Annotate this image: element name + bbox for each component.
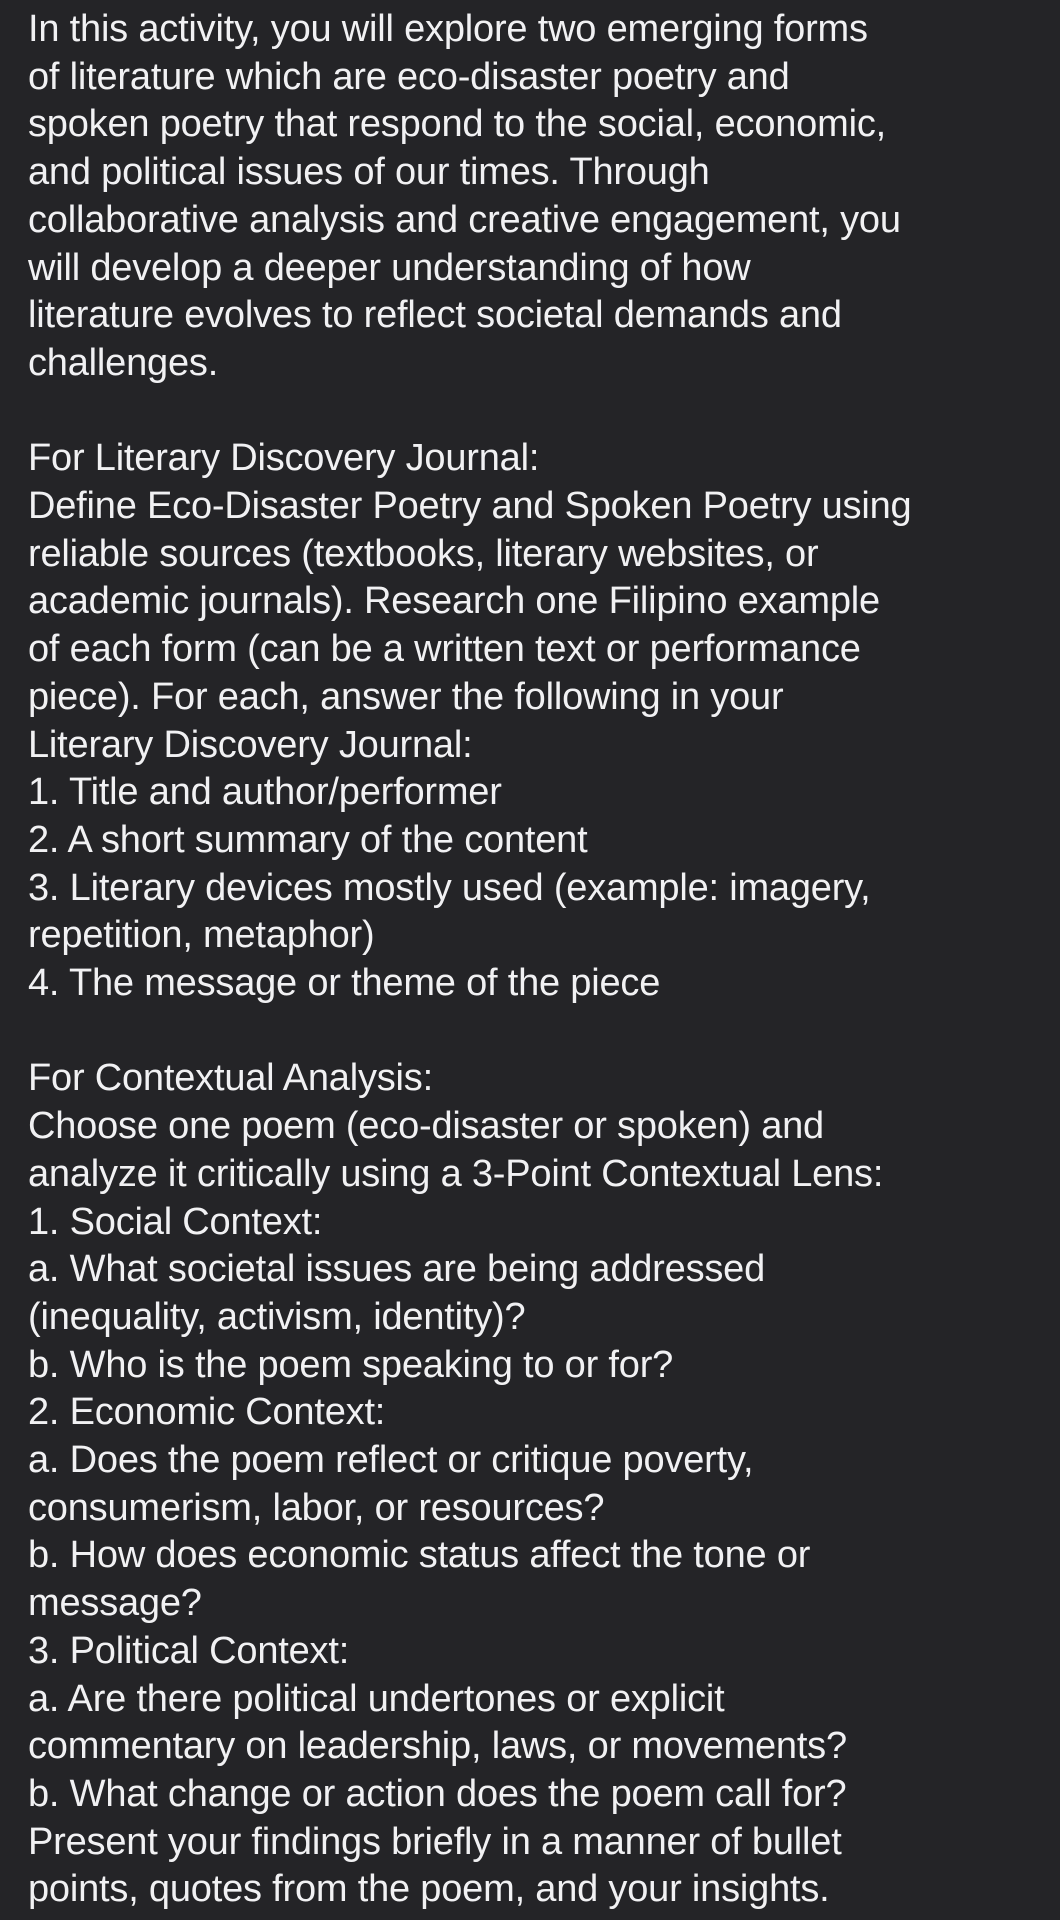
list-item: 3. Literary devices mostly used (example: imagery,	[28, 866, 871, 909]
list-item: b. What change or action does the poem call for?	[28, 1772, 847, 1815]
list-item: 1. Title and author/performer	[28, 771, 502, 814]
list-item: 4. The message or theme of the piece	[28, 962, 661, 1005]
activity-text	[28, 6, 1038, 1914]
contextual-section	[28, 1055, 1038, 1914]
text-line: Literary Discovery Journal:	[28, 723, 473, 766]
list-item: message?	[28, 1582, 202, 1625]
list-item: repetition, metaphor)	[28, 914, 375, 957]
list-item: 2. A short summary of the content	[28, 818, 588, 861]
list-item: (inequality, activism, identity)?	[28, 1295, 526, 1338]
list-item: commentary on leadership, laws, or movements?	[28, 1725, 847, 1768]
list-item: a. Are there political undertones or explicit	[28, 1677, 725, 1720]
text-line: literature evolves to reflect societal demands and	[28, 294, 842, 337]
list-item: a. What societal issues are being addressed	[28, 1248, 766, 1291]
text-line: academic journals). Research one Filipino example	[28, 580, 880, 623]
journal-section	[28, 435, 1038, 1007]
text-line: spoken poetry that respond to the social, economic,	[28, 103, 886, 146]
intro-paragraph	[28, 6, 1038, 388]
list-item: consumerism, labor, or resources?	[28, 1486, 605, 1529]
text-line: points, quotes from the poem, and your insights.	[28, 1868, 830, 1911]
text-line: of each form (can be a written text or performance	[28, 628, 861, 671]
section-heading: For Literary Discovery Journal:	[28, 437, 540, 480]
text-line: Define Eco-Disaster Poetry and Spoken Poetry using	[28, 485, 912, 528]
text-line: collaborative analysis and creative engagement, you	[28, 198, 901, 241]
text-line: piece). For each, answer the following in your	[28, 675, 784, 718]
text-line: analyze it critically using a 3-Point Contextual Lens:	[28, 1152, 884, 1195]
text-line: reliable sources (textbooks, literary websites, or	[28, 532, 819, 575]
paragraph-gap	[28, 1008, 1038, 1056]
list-item: b. Who is the poem speaking to or for?	[28, 1343, 674, 1386]
list-item: 2. Economic Context:	[28, 1391, 386, 1434]
text-line: challenges.	[28, 341, 219, 384]
list-item: a. Does the poem reflect or critique poverty,	[28, 1439, 754, 1482]
text-line: will develop a deeper understanding of how	[28, 246, 751, 289]
list-item: 1. Social Context:	[28, 1200, 323, 1243]
text-line: and political issues of our times. Through	[28, 151, 710, 194]
text-line: of literature which are eco-disaster poetry and	[28, 55, 790, 98]
list-item: 3. Political Context:	[28, 1629, 350, 1672]
section-heading: For Contextual Analysis:	[28, 1057, 433, 1100]
paragraph-gap	[28, 388, 1038, 436]
text-line: Present your findings briefly in a manner of bullet	[28, 1820, 842, 1863]
text-line: In this activity, you will explore two emerging forms	[28, 8, 868, 50]
list-item: b. How does economic status affect the tone or	[28, 1534, 811, 1577]
text-line: Choose one poem (eco-disaster or spoken) and	[28, 1105, 824, 1148]
